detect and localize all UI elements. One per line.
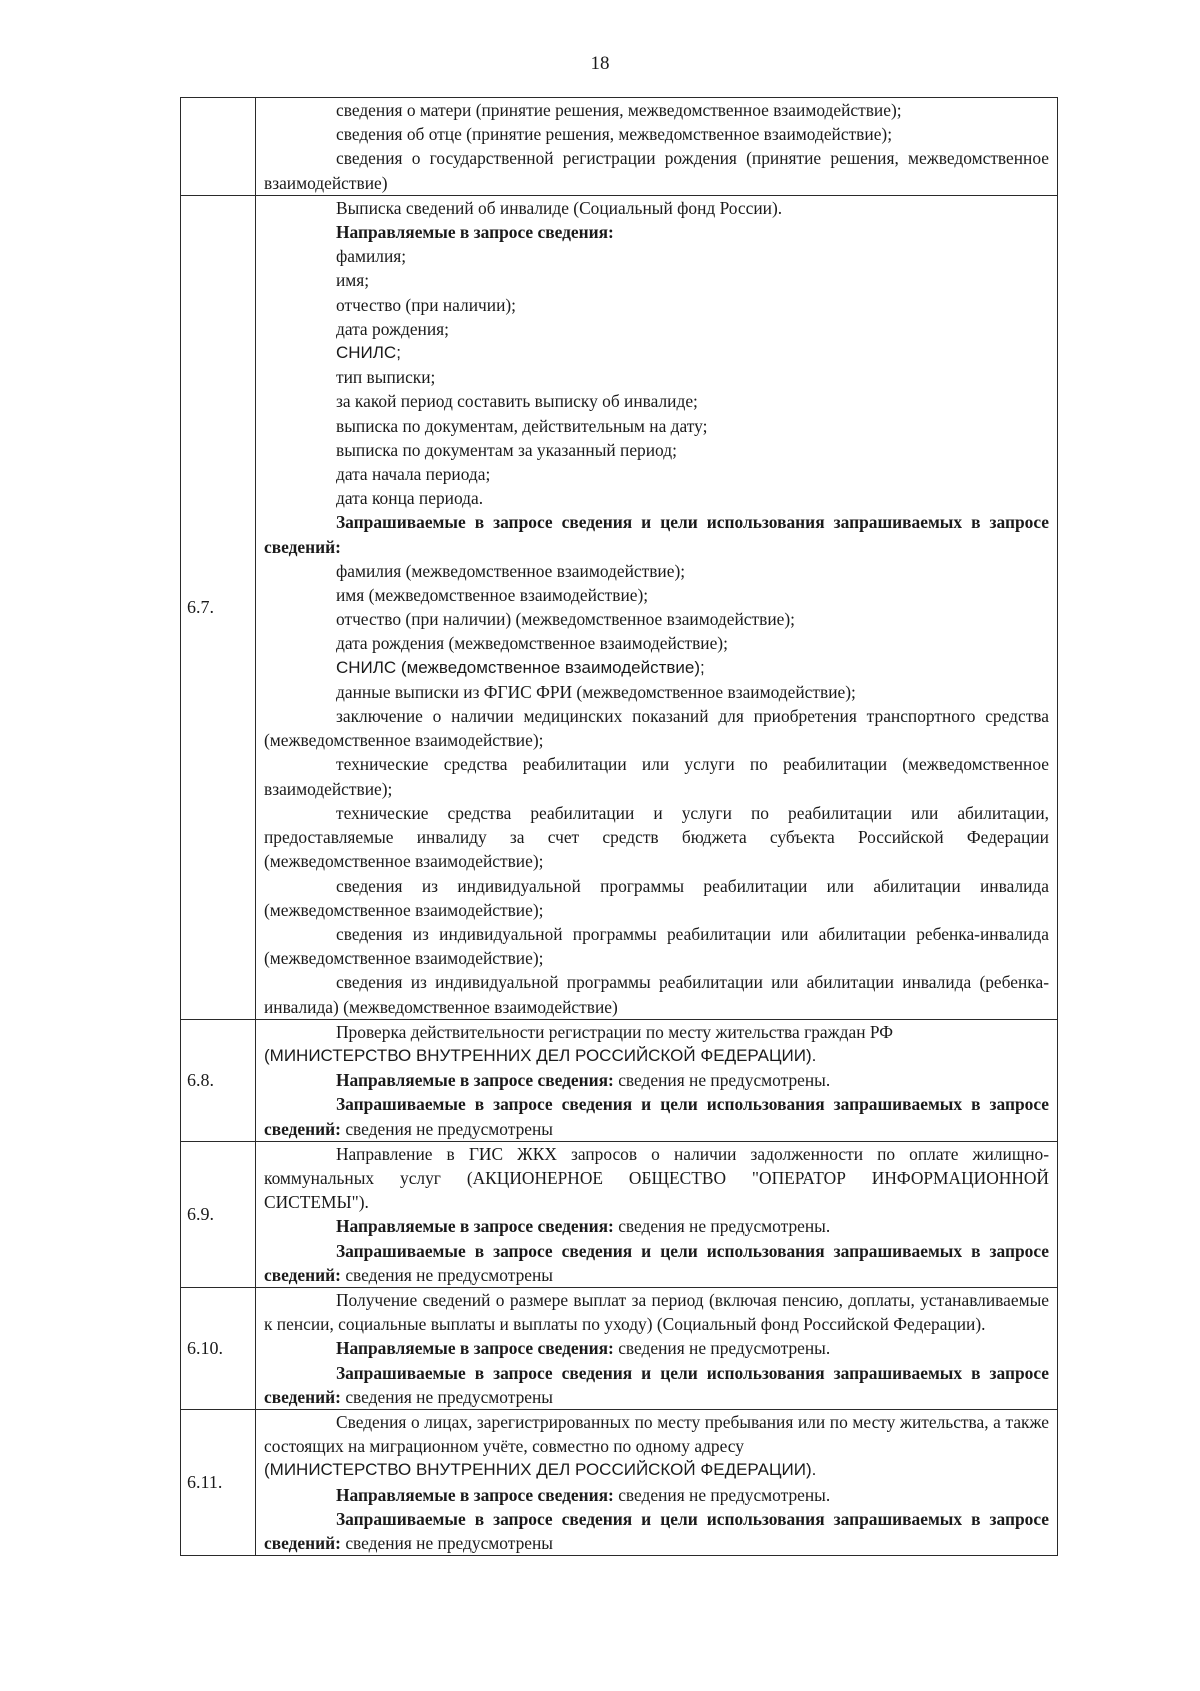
paragraph: данные выписки из ФГИС ФРИ (межведомственное взаимодействие); bbox=[336, 681, 856, 702]
paragraph-rest: сведения не предусмотрены. bbox=[613, 1070, 831, 1091]
row-content bbox=[256, 195, 1058, 1019]
paragraph: Направление в ГИС ЖКХ запросов о наличии задолженности по оплате жилищно-коммунальных услуг (АКЦИОНЕРНОЕ ОБЩЕСТВО "ОПЕРАТОР ИНФОРМАЦИОННОЙ СИСТЕМЫ"). bbox=[264, 1143, 1049, 1213]
row-content bbox=[256, 1019, 1058, 1141]
paragraph bbox=[264, 1068, 1049, 1092]
bold-label: Запрашиваемые в запросе сведения и цели использования запрашиваемых в запросе сведений: bbox=[264, 1094, 1049, 1139]
paragraph bbox=[264, 1361, 1049, 1409]
paragraph: заключение о наличии медицинских показаний для приобретения транспортного средства (межведомственное взаимодействие); bbox=[264, 706, 1049, 751]
row-number: 6.11. bbox=[181, 1409, 256, 1555]
paragraph: отчество (при наличии); bbox=[336, 294, 517, 315]
paragraph-rest: сведения не предусмотрены bbox=[340, 1532, 553, 1553]
paragraph bbox=[264, 1507, 1049, 1555]
paragraph: за какой период составить выписку об инвалиде; bbox=[336, 391, 698, 412]
paragraph-rest: сведения не предусмотрены. bbox=[613, 1338, 831, 1359]
paragraph: отчество (при наличии) (межведомственное взаимодействие); bbox=[336, 609, 795, 630]
paragraph: сведения из индивидуальной программы реабилитации или абилитации инвалида (межведомственное взаимодействие); bbox=[264, 875, 1049, 920]
table-body bbox=[181, 98, 1058, 1556]
row-number bbox=[181, 98, 256, 196]
table-row bbox=[181, 1141, 1058, 1287]
row-number: 6.9. bbox=[181, 1141, 256, 1287]
paragraph-rest: сведения не предусмотрены bbox=[340, 1264, 553, 1285]
paragraph bbox=[264, 1214, 1049, 1238]
paragraph: сведения из индивидуальной программы реабилитации или абилитации ребенка-инвалида (межведомственное взаимодействие); bbox=[264, 923, 1049, 969]
paragraph-rest: сведения не предусмотрены. bbox=[613, 1216, 831, 1237]
row-number: 6.8. bbox=[181, 1019, 256, 1141]
paragraph: выписка по документам, действительным на дату; bbox=[336, 415, 708, 436]
row-number: 6.10. bbox=[181, 1287, 256, 1409]
paragraph: выписка по документам за указанный период; bbox=[336, 439, 677, 460]
paragraph-rest: сведения не предусмотрены bbox=[340, 1118, 553, 1139]
bold-label: Запрашиваемые в запросе сведения и цели использования запрашиваемых в запросе сведений: bbox=[264, 1508, 1049, 1553]
paragraph: сведения о государственной регистрации рождения (принятие решения, межведомственное взаимодействие) bbox=[264, 148, 1049, 193]
bold-label: Запрашиваемые в запросе сведения и цели использования запрашиваемых в запросе сведений: bbox=[264, 1362, 1049, 1407]
bold-label: Направляемые в запросе сведения: bbox=[336, 1070, 614, 1091]
table-row bbox=[181, 1019, 1058, 1141]
row-content bbox=[256, 1287, 1058, 1409]
paragraph: дата начала периода; bbox=[336, 464, 491, 485]
paragraph: дата рождения (межведомственное взаимодействие); bbox=[336, 633, 728, 654]
table-row bbox=[181, 98, 1058, 196]
paragraph: фамилия; bbox=[336, 246, 407, 267]
paragraph: Выписка сведений об инвалиде (Социальный фонд России). bbox=[336, 197, 783, 218]
document-table bbox=[180, 97, 1058, 1556]
paragraph: имя (межведомственное взаимодействие); bbox=[336, 585, 649, 606]
paragraph: Проверка действительности регистрации по месту жительства граждан РФ bbox=[336, 1021, 893, 1042]
paragraph: Сведения о лицах, зарегистрированных по месту пребывания или по месту жительства, а также состоящих на миграционном учёте, совместно по одному адресу bbox=[264, 1411, 1049, 1457]
paragraph: технические средства реабилитации и услуги по реабилитации или абилитации, предоставляемые инвалиду за счет средств бюджета субъекта Российской Федерации (межведомственное взаимодействие); bbox=[264, 802, 1049, 872]
bold-label: Направляемые в запросе сведения: bbox=[336, 1338, 614, 1359]
paragraph bbox=[264, 1336, 1049, 1360]
paragraph: фамилия (межведомственное взаимодействие); bbox=[336, 560, 686, 581]
paragraph: СНИЛС; bbox=[336, 343, 401, 363]
bold-label: Направляемые в запросе сведения: bbox=[336, 1484, 614, 1505]
row-content bbox=[256, 1409, 1058, 1555]
paragraph: Запрашиваемые в запросе сведения и цели использования запрашиваемых в запросе сведений: bbox=[264, 512, 1049, 557]
paragraph bbox=[264, 1483, 1049, 1507]
paragraph: сведения о матери (принятие решения, межведомственное взаимодействие); bbox=[336, 100, 902, 120]
page-number: 18 bbox=[590, 53, 610, 74]
paragraph: (МИНИСТЕРСТВО ВНУТРЕННИХ ДЕЛ РОССИЙСКОЙ ФЕДЕРАЦИИ). bbox=[264, 1460, 817, 1480]
row-content bbox=[256, 1141, 1058, 1287]
paragraph: СНИЛС (межведомственное взаимодействие); bbox=[336, 657, 705, 677]
paragraph bbox=[264, 1239, 1049, 1287]
paragraph-rest: сведения не предусмотрены. bbox=[613, 1484, 831, 1505]
row-content bbox=[256, 98, 1058, 196]
table-row bbox=[181, 1409, 1058, 1555]
paragraph-rest: сведения не предусмотрены bbox=[340, 1386, 553, 1407]
paragraph: дата рождения; bbox=[336, 318, 449, 339]
table-row bbox=[181, 1287, 1058, 1409]
paragraph: имя; bbox=[336, 270, 370, 291]
paragraph: дата конца периода. bbox=[336, 488, 484, 509]
paragraph: тип выписки; bbox=[336, 367, 436, 388]
paragraph bbox=[264, 1092, 1049, 1140]
paragraph: сведения об отце (принятие решения, межведомственное взаимодействие); bbox=[336, 124, 893, 145]
table-row bbox=[181, 195, 1058, 1019]
bold-label: Направляемые в запросе сведения: bbox=[336, 1216, 614, 1237]
paragraph: Направляемые в запросе сведения: bbox=[336, 222, 614, 243]
paragraph: технические средства реабилитации или услуги по реабилитации (межведомственное взаимодействие); bbox=[264, 754, 1049, 799]
paragraph: (МИНИСТЕРСТВО ВНУТРЕННИХ ДЕЛ РОССИЙСКОЙ ФЕДЕРАЦИИ). bbox=[264, 1045, 817, 1065]
paragraph: Получение сведений о размере выплат за период (включая пенсию, доплаты, устанавливаемые к пенсии, социальные выплаты и выплаты по уходу) (Социальный фонд Российской Федерации). bbox=[264, 1289, 1049, 1335]
paragraph: сведения из индивидуальной программы реабилитации или абилитации инвалида (ребенка-инвалида) (межведомственное взаимодействие) bbox=[264, 972, 1049, 1017]
row-number: 6.7. bbox=[181, 195, 256, 1019]
bold-label: Запрашиваемые в запросе сведения и цели использования запрашиваемых в запросе сведений: bbox=[264, 1240, 1049, 1285]
